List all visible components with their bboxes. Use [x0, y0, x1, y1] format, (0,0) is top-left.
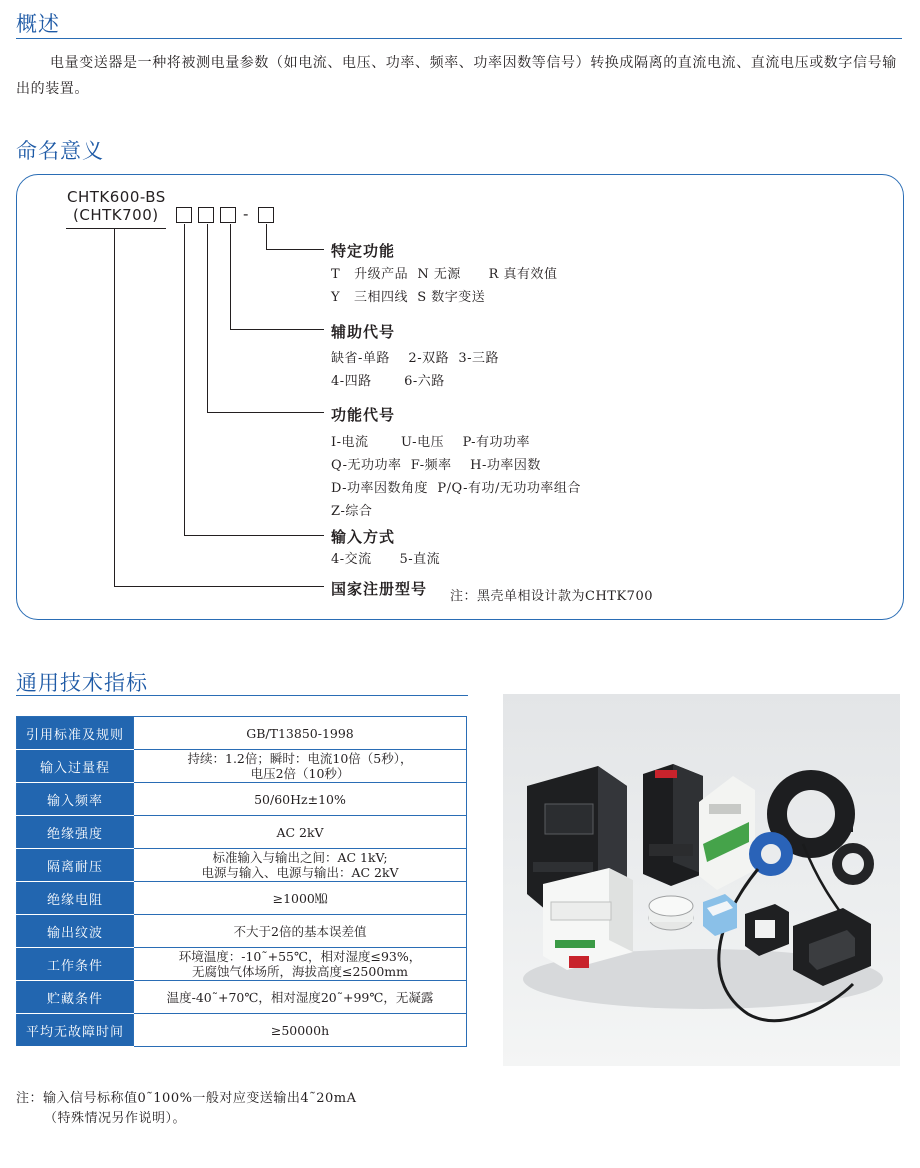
- spec-key: 贮藏条件: [17, 981, 134, 1014]
- spec-key: 引用标准及规则: [17, 717, 134, 750]
- connector-function-h: [207, 412, 324, 413]
- green-din-module: [699, 776, 755, 890]
- group-line: 缺省-单路 2-双路 3-三路: [331, 351, 500, 366]
- spec-key: 绝缘电阻: [17, 882, 134, 915]
- group-title-aux: 辅助代号: [331, 323, 396, 341]
- group-title-register: 国家注册型号: [331, 580, 428, 598]
- spec-key: 绝缘强度: [17, 816, 134, 849]
- group-line: I-电流 U-电压 P-有功功率: [331, 435, 531, 450]
- connector-register-h: [114, 586, 324, 587]
- spec-note-line1: 注：输入信号标称值0˜100%一般对应变送输出4˜20mA: [16, 1091, 357, 1106]
- code-slot-function: [176, 207, 192, 223]
- group-line: 4-四路 6-六路: [331, 374, 445, 389]
- spec-key: 工作条件: [17, 948, 134, 981]
- naming-note: 注：黑壳单相设计款为CHTK700: [450, 589, 653, 604]
- overview-rule: [16, 38, 902, 39]
- spec-key: 输出纹波: [17, 915, 134, 948]
- spec-value: ≥1000㏁: [134, 882, 467, 915]
- table-row: [17, 882, 467, 915]
- spec-key: 输入频率: [17, 783, 134, 816]
- connector-special-h: [266, 249, 324, 250]
- black-module: [643, 764, 703, 886]
- specs-rule: [16, 695, 468, 696]
- connector-special: [266, 224, 267, 250]
- connector-aux-h: [230, 329, 324, 330]
- spec-table: [16, 716, 467, 1047]
- white-din-multi: [543, 868, 633, 970]
- naming-diagram-box: [16, 174, 904, 620]
- spec-value: ≥50000h: [134, 1014, 467, 1047]
- spec-value: 环境温度：-10˜+55℃，相对湿度≤93%， 无腐蚀气体场所，海拔高度≤2500mm: [134, 948, 467, 981]
- ct-ring-small: [837, 848, 869, 880]
- table-row: [17, 783, 467, 816]
- product-illustration: [503, 694, 900, 1066]
- naming-title: 命名意义: [16, 139, 104, 163]
- overview-paragraph: [16, 50, 900, 102]
- group-line: Y 三相四线 S 数字变送: [331, 290, 486, 305]
- group-line: Q-无功功率 F-频率 H-功率因数: [331, 458, 541, 473]
- blue-transmitter: [703, 894, 737, 936]
- ct-square-open: [745, 904, 789, 956]
- spec-value: 50/60Hz±10%: [134, 783, 467, 816]
- connector-register: [114, 228, 115, 587]
- spec-key: 输入过量程: [17, 750, 134, 783]
- code-slot-special: [220, 207, 236, 223]
- spec-value: 不大于2倍的基本误差值: [134, 915, 467, 948]
- spec-value: 温度-40˜+70℃，相对湿度20˜+99℃，无凝露: [134, 981, 467, 1014]
- group-line: D-功率因数角度 P/Q-有功/无功功率组合: [331, 481, 581, 496]
- code-dash: -: [243, 205, 249, 223]
- spec-value: AC 2kV: [134, 816, 467, 849]
- code-underline: [66, 228, 166, 229]
- group-title-function: 功能代号: [331, 406, 396, 424]
- table-row: [17, 750, 467, 783]
- code-slot-aux: [198, 207, 214, 223]
- spec-key: 隔离耐压: [17, 849, 134, 882]
- table-row: [17, 915, 467, 948]
- code-slot-feature: [258, 207, 274, 223]
- group-title-special: 特定功能: [331, 242, 396, 260]
- spec-note-line2: （特殊情况另作说明）。: [44, 1111, 187, 1126]
- spec-value: 标准输入与输出之间：AC 1kV; 电源与输入、电源与输出：AC 2kV: [134, 849, 467, 882]
- ct-ring-black: [777, 780, 853, 848]
- spec-value: 持续：1.2倍；瞬时：电流10倍（5秒）， 电压2倍（10秒）: [134, 750, 467, 783]
- table-row: [17, 981, 467, 1014]
- overview-text: 电量变送器是一种将被测电量参数（如电流、电压、功率、频率、功率因数等信号）转换成隔离的直流电流、直流电压或数字信号输出的装置。: [16, 55, 897, 97]
- connector-function: [207, 224, 208, 413]
- connector-aux: [230, 224, 231, 330]
- group-line: T 升级产品 N 无源 R 真有效值: [331, 267, 558, 282]
- model-code: CHTK600-BS: [67, 188, 166, 206]
- ct-ring-blue: [755, 838, 787, 870]
- table-row: [17, 849, 467, 882]
- specs-title: 通用技术指标: [16, 671, 148, 695]
- table-row: [17, 816, 467, 849]
- overview-title: 概述: [16, 12, 60, 36]
- spec-key: 平均无故障时间: [17, 1014, 134, 1047]
- table-row: [17, 1014, 467, 1047]
- table-row: [17, 717, 467, 750]
- model-code-alt: (CHTK700): [73, 206, 159, 224]
- table-row: [17, 948, 467, 981]
- connector-input-h: [184, 535, 324, 536]
- connector-input: [184, 224, 185, 536]
- group-line: 4-交流 5-直流: [331, 552, 441, 567]
- spec-value: GB/T13850-1998: [134, 717, 467, 750]
- group-line: Z-综合: [331, 504, 373, 519]
- product-photo: [503, 694, 900, 1066]
- group-title-input: 输入方式: [331, 528, 396, 546]
- round-transmitter: [649, 896, 693, 930]
